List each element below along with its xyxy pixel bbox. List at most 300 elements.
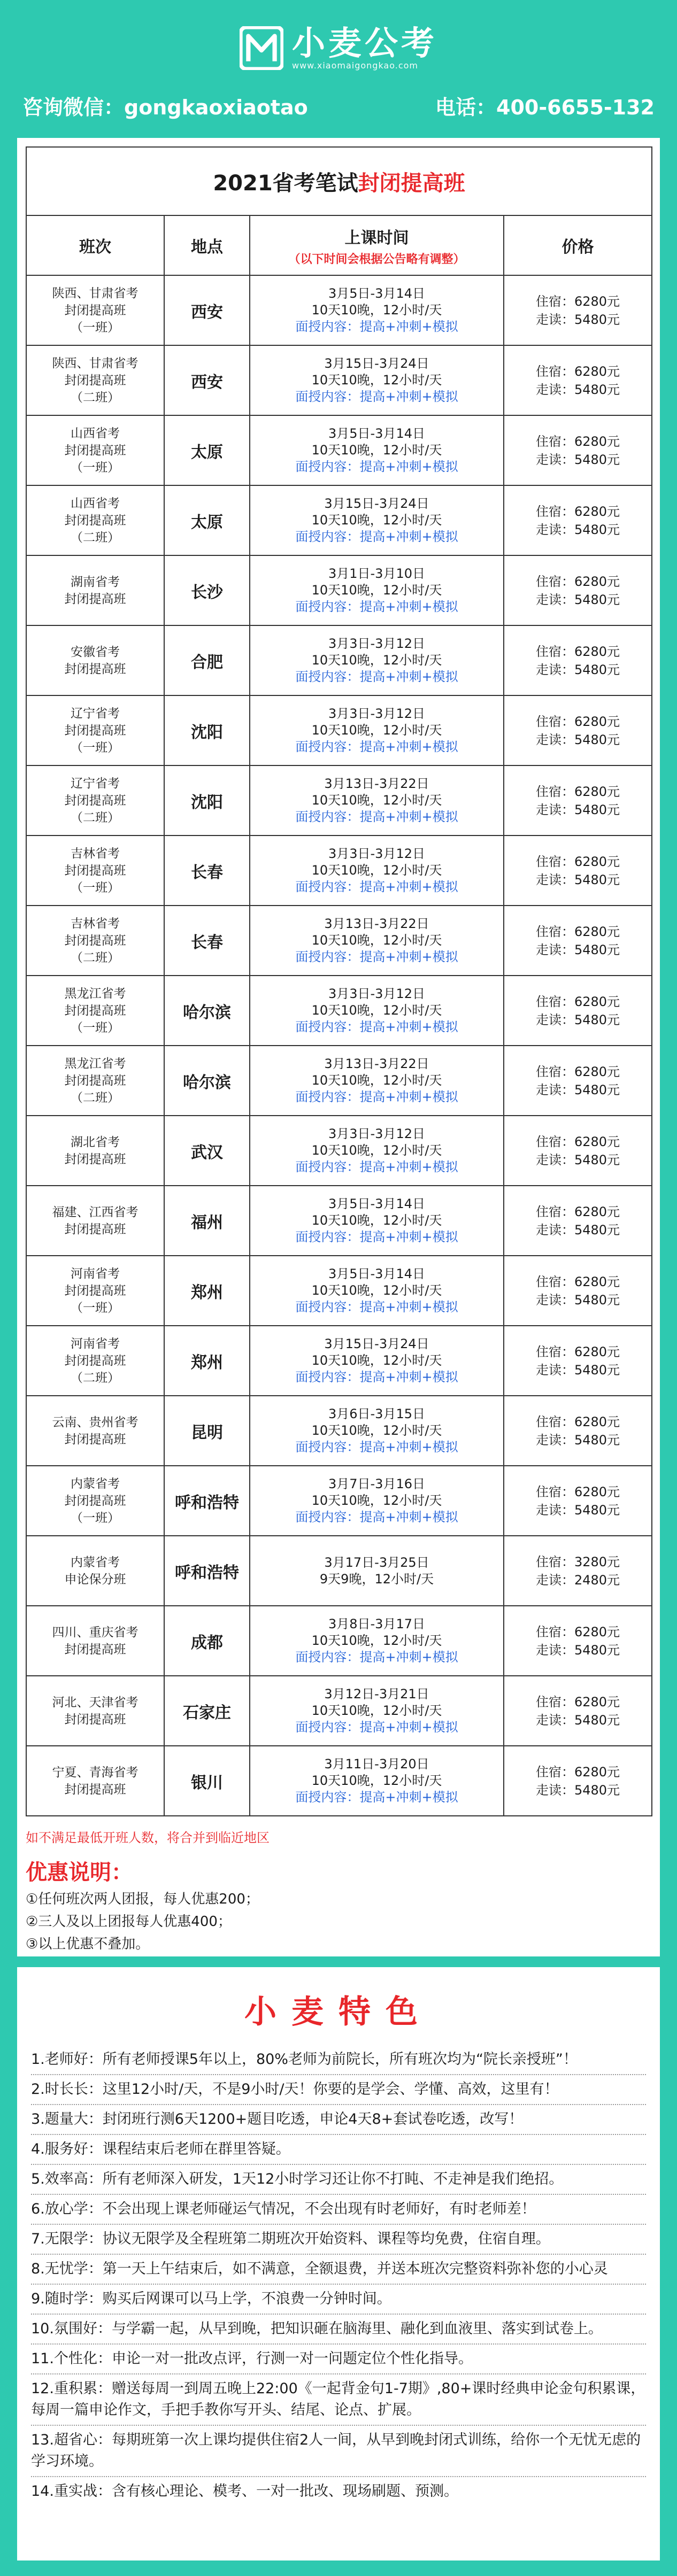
class-content: 面授内容：提高+冲刺+模拟	[295, 1370, 458, 1384]
class-cell	[26, 1046, 164, 1116]
class-name-line: （二班）	[71, 1090, 120, 1105]
class-duration: 10天10晚，12小时/天	[311, 1773, 442, 1788]
table-row	[26, 1116, 652, 1186]
class-dates: 3月7日-3月16日	[328, 1476, 425, 1491]
price-line: 走读：5480元	[535, 382, 620, 397]
price-cell	[504, 415, 652, 485]
class-content: 面授内容：提高+冲刺+模拟	[295, 949, 458, 964]
price-line: 住宿：6280元	[535, 1274, 620, 1289]
time-cell	[250, 1116, 504, 1186]
city-cell: 长春	[164, 906, 250, 976]
price-line: 住宿：6280元	[535, 504, 620, 519]
time-cell	[250, 1046, 504, 1116]
class-content: 面授内容：提高+冲刺+模拟	[295, 1790, 458, 1805]
city-cell: 郑州	[164, 1326, 250, 1396]
class-cell	[26, 485, 164, 555]
price-cell	[504, 1676, 652, 1746]
class-cell	[26, 1186, 164, 1256]
class-name-line: 宁夏、青海省考	[52, 1765, 139, 1780]
class-content: 面授内容：提高+冲刺+模拟	[295, 459, 458, 474]
table-row	[26, 275, 652, 345]
class-cell	[26, 1256, 164, 1326]
price-cell	[504, 1116, 652, 1186]
class-content: 面授内容：提高+冲刺+模拟	[295, 879, 458, 894]
class-name-line: 封闭提高班	[64, 723, 126, 738]
class-content: 面授内容：提高+冲刺+模拟	[295, 1159, 458, 1174]
table-row	[26, 695, 652, 765]
price-cell	[504, 765, 652, 836]
price-line: 走读：5480元	[535, 452, 620, 467]
class-name-line: 封闭提高班	[64, 373, 126, 388]
class-dates: 3月5日-3月14日	[328, 1196, 425, 1211]
class-name-line: 封闭提高班	[64, 933, 126, 948]
class-duration: 10天10晚，12小时/天	[311, 373, 442, 388]
class-dates: 3月3日-3月12日	[328, 1126, 425, 1141]
class-cell	[26, 765, 164, 836]
price-line: 住宿：6280元	[535, 363, 620, 379]
price-line: 住宿：6280元	[535, 854, 620, 869]
discount-list	[17, 1889, 660, 1954]
price-line: 走读：5480元	[535, 1362, 620, 1378]
class-name-line: （一班）	[71, 880, 120, 895]
class-cell	[26, 695, 164, 765]
time-cell	[250, 976, 504, 1046]
class-name-line: 湖南省考	[71, 575, 120, 589]
class-duration: 10天10晚，12小时/天	[311, 863, 442, 878]
class-name-line: 四川、重庆省考	[52, 1625, 139, 1639]
class-content: 面授内容：提高+冲刺+模拟	[295, 739, 458, 754]
class-name-line: 封闭提高班	[64, 1353, 126, 1368]
price-line: 住宿：6280元	[535, 714, 620, 729]
price-line: 住宿：6280元	[535, 1484, 620, 1499]
class-name-line: 云南、贵州省考	[52, 1415, 139, 1429]
header-time-label: 上课时间	[344, 228, 409, 247]
class-dates: 3月3日-3月12日	[328, 706, 425, 721]
wechat-contact[interactable]: 咨询微信：gongkaoxiaotao	[22, 96, 308, 119]
class-dates: 3月5日-3月14日	[328, 1266, 425, 1281]
class-name-line: 内蒙省考	[71, 1476, 120, 1491]
class-cell	[26, 1396, 164, 1466]
city-cell: 沈阳	[164, 695, 250, 765]
city-cell: 福州	[164, 1186, 250, 1256]
class-duration: 10天10晚，12小时/天	[311, 1283, 442, 1298]
class-name-line: （二班）	[71, 810, 120, 825]
class-content: 面授内容：提高+冲刺+模拟	[295, 809, 458, 824]
table-header-row	[26, 215, 652, 275]
feature-item: 7.无限学：协议无限学及全程班第二期班次开始资料、课程等均免费，住宿自理。	[31, 2225, 646, 2255]
class-content: 面授内容：提高+冲刺+模拟	[295, 319, 458, 334]
class-name-line: 河南省考	[71, 1336, 120, 1351]
class-name-line: 封闭提高班	[64, 1494, 126, 1508]
header-location: 地点	[164, 215, 250, 275]
class-dates: 3月15日-3月24日	[324, 496, 429, 511]
table-row	[26, 1536, 652, 1606]
class-content: 面授内容：提高+冲刺+模拟	[295, 1650, 458, 1665]
price-line: 住宿：6280元	[535, 574, 620, 589]
class-content: 面授内容：提高+冲刺+模拟	[295, 1089, 458, 1104]
class-name-line: 封闭提高班	[64, 1642, 126, 1657]
table-row	[26, 415, 652, 485]
feature-item: 4.服务好：课程结束后老师在群里答疑。	[31, 2135, 646, 2165]
class-name-line: 封闭提高班	[64, 1222, 126, 1236]
class-name-line: 封闭提高班	[64, 303, 126, 318]
brand-url[interactable]: www.xiaomaigongkao.com	[291, 60, 418, 71]
city-cell: 成都	[164, 1606, 250, 1676]
header-class: 班次	[26, 215, 164, 275]
class-duration: 10天10晚，12小时/天	[311, 583, 442, 598]
table-title-highlight: 封闭提高班	[358, 171, 465, 196]
class-name-line: 河南省考	[71, 1266, 120, 1281]
merge-note: 如不满足最低开班人数，将合并到临近地区	[26, 1830, 270, 1845]
time-cell	[250, 1466, 504, 1536]
class-cell	[26, 1536, 164, 1606]
city-cell: 昆明	[164, 1396, 250, 1466]
class-duration: 10天10晚，12小时/天	[311, 1213, 442, 1228]
discount-item: ②三人及以上团报每人优惠400；	[26, 1914, 232, 1930]
class-dates: 3月6日-3月15日	[328, 1406, 425, 1421]
city-cell: 石家庄	[164, 1676, 250, 1746]
class-duration: 9天9晚，12小时/天	[319, 1571, 434, 1587]
class-content: 面授内容：提高+冲刺+模拟	[295, 599, 458, 614]
class-dates: 3月5日-3月14日	[328, 426, 425, 441]
class-cell	[26, 625, 164, 695]
city-cell: 沈阳	[164, 765, 250, 836]
price-cell	[504, 1186, 652, 1256]
price-line: 走读：5480元	[535, 1222, 620, 1237]
table-row	[26, 1326, 652, 1396]
class-dates: 3月13日-3月22日	[324, 776, 429, 791]
class-name-line: 河北、天津省考	[52, 1695, 139, 1709]
time-cell	[250, 345, 504, 415]
class-duration: 10天10晚，12小时/天	[311, 1703, 442, 1718]
class-cell	[26, 836, 164, 906]
class-dates: 3月8日-3月17日	[328, 1616, 425, 1631]
class-cell	[26, 1116, 164, 1186]
table-row	[26, 1676, 652, 1746]
table-row	[26, 625, 652, 695]
price-cell	[504, 345, 652, 415]
class-name-line: （二班）	[71, 530, 120, 545]
class-dates: 3月13日-3月22日	[324, 1056, 429, 1071]
time-cell	[250, 1606, 504, 1676]
price-line: 走读：5480元	[535, 662, 620, 677]
class-cell	[26, 1746, 164, 1816]
price-line: 走读：5480元	[535, 592, 620, 607]
features-list	[31, 2045, 646, 2506]
price-line: 走读：5480元	[535, 1012, 620, 1027]
class-dates: 3月15日-3月24日	[324, 1336, 429, 1351]
class-cell	[26, 345, 164, 415]
class-name-line: 陕西、甘肃省考	[52, 356, 139, 370]
feature-item: 5.效率高：所有老师深入研发，1天12小时学习还让你不打盹、不走神是我们绝招。	[31, 2165, 646, 2195]
time-cell	[250, 1746, 504, 1816]
class-name-line: （一班）	[71, 460, 120, 475]
class-cell	[26, 555, 164, 625]
price-line: 住宿：6280元	[535, 1414, 620, 1429]
class-name-line: 山西省考	[71, 496, 120, 510]
class-cell	[26, 906, 164, 976]
class-name-line: 陕西、甘肃省考	[52, 286, 139, 300]
table-row	[26, 555, 652, 625]
class-name-line: 封闭提高班	[64, 1003, 126, 1018]
xiaomai-logo-icon	[240, 26, 283, 70]
city-cell: 西安	[164, 275, 250, 345]
brand-name: 小麦公考	[291, 24, 437, 63]
class-name-line: 封闭提高班	[64, 1712, 126, 1727]
city-cell: 太原	[164, 485, 250, 555]
class-dates: 3月11日-3月20日	[324, 1757, 429, 1772]
class-name-line: （二班）	[71, 390, 120, 405]
header	[0, 0, 677, 134]
table-row	[26, 906, 652, 976]
price-line: 住宿：6280元	[535, 924, 620, 939]
class-dates: 3月1日-3月10日	[328, 566, 425, 581]
city-cell: 长沙	[164, 555, 250, 625]
time-cell	[250, 1256, 504, 1326]
city-cell: 哈尔滨	[164, 976, 250, 1046]
class-cell	[26, 976, 164, 1046]
class-name-line: 封闭提高班	[64, 662, 126, 676]
brand-logo[interactable]	[0, 21, 677, 75]
class-name-line: 封闭提高班	[64, 443, 126, 458]
class-cell	[26, 275, 164, 345]
class-dates: 3月5日-3月14日	[328, 286, 425, 301]
class-duration: 10天10晚，12小时/天	[311, 1493, 442, 1508]
price-line: 走读：2480元	[535, 1572, 620, 1588]
class-duration: 10天10晚，12小时/天	[311, 1633, 442, 1648]
price-cell	[504, 695, 652, 765]
class-content: 面授内容：提高+冲刺+模拟	[295, 1229, 458, 1244]
feature-item: 9.随时学：购买后网课可以马上学，不浪费一分钟时间。	[31, 2285, 646, 2315]
features-card	[17, 1967, 660, 2560]
time-cell	[250, 836, 504, 906]
class-name-line: 辽宁省考	[71, 776, 120, 791]
class-name-line: 内蒙省考	[71, 1555, 120, 1569]
price-line: 走读：5480元	[535, 1712, 620, 1728]
class-name-line: 湖北省考	[71, 1135, 120, 1149]
table-row	[26, 485, 652, 555]
class-name-line: 福建、江西省考	[52, 1205, 139, 1219]
price-cell	[504, 275, 652, 345]
price-line: 住宿：6280元	[535, 1764, 620, 1780]
price-line: 住宿：3280元	[535, 1554, 620, 1569]
class-content: 面授内容：提高+冲刺+模拟	[295, 389, 458, 404]
class-duration: 10天10晚，12小时/天	[311, 1423, 442, 1438]
feature-item: 10.氛围好：与学霸一起，从早到晚，把知识砸在脑海里、融化到血液里、落实到试卷上。	[31, 2315, 646, 2345]
class-content: 面授内容：提高+冲刺+模拟	[295, 1720, 458, 1735]
time-cell	[250, 275, 504, 345]
price-cell	[504, 1396, 652, 1466]
table-row	[26, 1466, 652, 1536]
class-duration: 10天10晚，12小时/天	[311, 443, 442, 458]
city-cell: 哈尔滨	[164, 1046, 250, 1116]
class-content: 面授内容：提高+冲刺+模拟	[295, 1440, 458, 1455]
class-dates: 3月13日-3月22日	[324, 916, 429, 931]
class-name-line: 黑龙江省考	[64, 986, 126, 1001]
table-row	[26, 1606, 652, 1676]
time-cell	[250, 625, 504, 695]
price-line: 走读：5480元	[535, 1152, 620, 1167]
class-duration: 10天10晚，12小时/天	[311, 933, 442, 948]
header-time	[250, 215, 504, 275]
class-name-line: 安徽省考	[71, 645, 120, 659]
class-name-line: （一班）	[71, 320, 120, 335]
feature-item: 13.超省心：每期班第一次上课均提供住宿2人一间，从早到晚封闭式训练，给你一个无忧无虑的学习环境。	[31, 2426, 646, 2477]
price-cell	[504, 906, 652, 976]
price-line: 走读：5480元	[535, 522, 620, 537]
features-title: 小麦特色	[244, 1993, 433, 2031]
feature-item: 8.无忧学：第一天上午结束后，如不满意，全额退费，并送本班次完整资料弥补您的小心灵	[31, 2255, 646, 2285]
city-cell: 郑州	[164, 1256, 250, 1326]
price-line: 住宿：6280元	[535, 784, 620, 799]
city-cell: 银川	[164, 1746, 250, 1816]
price-line: 住宿：6280元	[535, 1204, 620, 1219]
class-name-line: 封闭提高班	[64, 1283, 126, 1298]
class-cell	[26, 1326, 164, 1396]
class-duration: 10天10晚，12小时/天	[311, 303, 442, 318]
class-dates: 3月3日-3月12日	[328, 986, 425, 1001]
table-row	[26, 1396, 652, 1466]
feature-item: 3.题量大：封闭班行测6天1200+题目吃透，申论4天8+套试卷吃透，改写！	[31, 2105, 646, 2135]
class-dates: 3月12日-3月21日	[324, 1687, 429, 1701]
class-name-line: 黑龙江省考	[64, 1056, 126, 1071]
feature-item: 11.个性化：申论一对一批改点评，行测一对一问题定位个性化指导。	[31, 2345, 646, 2374]
contact-bar	[22, 91, 655, 120]
class-name-line: （一班）	[71, 1020, 120, 1035]
class-content: 面授内容：提高+冲刺+模拟	[295, 1510, 458, 1525]
schedule-card	[17, 138, 660, 1956]
discount-item: ③以上优惠不叠加。	[26, 1936, 150, 1952]
class-content: 面授内容：提高+冲刺+模拟	[295, 1299, 458, 1314]
table-row	[26, 765, 652, 836]
table-title	[26, 147, 652, 215]
class-name-line: 封闭提高班	[64, 1432, 126, 1446]
table-row	[26, 1186, 652, 1256]
time-cell	[250, 1676, 504, 1746]
table-row	[26, 345, 652, 415]
feature-item: 12.重积累：赠送每周一到周五晚上22:00《一起背金句1-7期》,80+课时经典申论金句积累课，每周一篇申论作文，手把手教你写开头、结尾、论点、扩展。	[31, 2374, 646, 2426]
class-name-line: 封闭提高班	[64, 592, 126, 606]
class-name-line: 封闭提高班	[64, 513, 126, 528]
price-line: 住宿：6280元	[535, 434, 620, 449]
price-cell	[504, 625, 652, 695]
price-cell	[504, 1606, 652, 1676]
class-name-line: 辽宁省考	[71, 706, 120, 721]
price-line: 走读：5480元	[535, 312, 620, 327]
price-cell	[504, 836, 652, 906]
class-duration: 10天10晚，12小时/天	[311, 653, 442, 668]
table-title-prefix: 2021省考笔试	[213, 171, 358, 196]
header-time-note: （以下时间会根据公告略有调整）	[288, 252, 465, 266]
city-cell: 武汉	[164, 1116, 250, 1186]
class-dates: 3月17日-3月25日	[324, 1554, 429, 1570]
table-row	[26, 1046, 652, 1116]
schedule-table	[26, 146, 652, 1816]
class-name-line: （二班）	[71, 950, 120, 965]
class-dates: 3月3日-3月12日	[328, 846, 425, 861]
header-price: 价格	[504, 215, 652, 275]
price-line: 住宿：6280元	[535, 1624, 620, 1639]
city-cell: 西安	[164, 345, 250, 415]
price-cell	[504, 485, 652, 555]
city-cell: 长春	[164, 836, 250, 906]
table-row	[26, 1746, 652, 1816]
table-row	[26, 1256, 652, 1326]
class-content: 面授内容：提高+冲刺+模拟	[295, 529, 458, 544]
city-cell: 呼和浩特	[164, 1466, 250, 1536]
phone-contact[interactable]: 电话：400-6655-132	[435, 96, 655, 119]
price-line: 住宿：6280元	[535, 1134, 620, 1149]
time-cell	[250, 415, 504, 485]
class-name-line: 吉林省考	[71, 916, 120, 931]
price-cell	[504, 1046, 652, 1116]
class-cell	[26, 1466, 164, 1536]
table-row	[26, 976, 652, 1046]
time-cell	[250, 1536, 504, 1606]
price-line: 走读：5480元	[535, 942, 620, 957]
time-cell	[250, 1326, 504, 1396]
price-line: 走读：5480元	[535, 1432, 620, 1448]
feature-item: 1.老师好：所有老师授课5年以上，80%老师为前院长，所有班次均为“院长亲授班”！	[31, 2045, 646, 2075]
class-name-line: 封闭提高班	[64, 1782, 126, 1797]
class-name-line: 山西省考	[71, 426, 120, 440]
price-line: 住宿：6280元	[535, 293, 620, 309]
class-duration: 10天10晚，12小时/天	[311, 723, 442, 738]
price-line: 走读：5480元	[535, 1502, 620, 1518]
price-line: 走读：5480元	[535, 872, 620, 887]
price-line: 走读：5480元	[535, 1292, 620, 1308]
price-line: 走读：5480元	[535, 1082, 620, 1097]
discount-item: ①任何班次两人团报，每人优惠200；	[26, 1891, 259, 1907]
class-name-line: 封闭提高班	[64, 793, 126, 808]
price-line: 住宿：6280元	[535, 994, 620, 1009]
time-cell	[250, 1186, 504, 1256]
feature-item: 14.重实战：含有核心理论、模考、一对一批改、现场刷题、预测。	[31, 2483, 458, 2500]
class-content: 面授内容：提高+冲刺+模拟	[295, 1019, 458, 1034]
class-content: 面授内容：提高+冲刺+模拟	[295, 669, 458, 684]
time-cell	[250, 695, 504, 765]
class-cell	[26, 1676, 164, 1746]
price-line: 住宿：6280元	[535, 644, 620, 659]
class-dates: 3月3日-3月12日	[328, 636, 425, 651]
table-row	[26, 836, 652, 906]
class-name-line: （一班）	[71, 1301, 120, 1315]
price-cell	[504, 1466, 652, 1536]
class-cell	[26, 1606, 164, 1676]
price-line: 走读：5480元	[535, 802, 620, 817]
time-cell	[250, 555, 504, 625]
price-line: 走读：5480元	[535, 1642, 620, 1658]
city-cell: 合肥	[164, 625, 250, 695]
price-line: 住宿：6280元	[535, 1344, 620, 1359]
price-cell	[504, 1256, 652, 1326]
price-line: 走读：5480元	[535, 732, 620, 747]
city-cell: 呼和浩特	[164, 1536, 250, 1606]
class-name-line: 吉林省考	[71, 846, 120, 861]
price-cell	[504, 1746, 652, 1816]
class-name-line: 封闭提高班	[64, 1152, 126, 1166]
time-cell	[250, 906, 504, 976]
class-name-line: （二班）	[71, 1371, 120, 1385]
class-name-line: 封闭提高班	[64, 1073, 126, 1088]
class-duration: 10天10晚，12小时/天	[311, 513, 442, 528]
price-line: 住宿：6280元	[535, 1064, 620, 1079]
class-duration: 10天10晚，12小时/天	[311, 1003, 442, 1018]
class-duration: 10天10晚，12小时/天	[311, 1353, 442, 1368]
discount-title: 优惠说明：	[26, 1860, 133, 1885]
class-duration: 10天10晚，12小时/天	[311, 1143, 442, 1158]
class-duration: 10天10晚，12小时/天	[311, 1073, 442, 1088]
